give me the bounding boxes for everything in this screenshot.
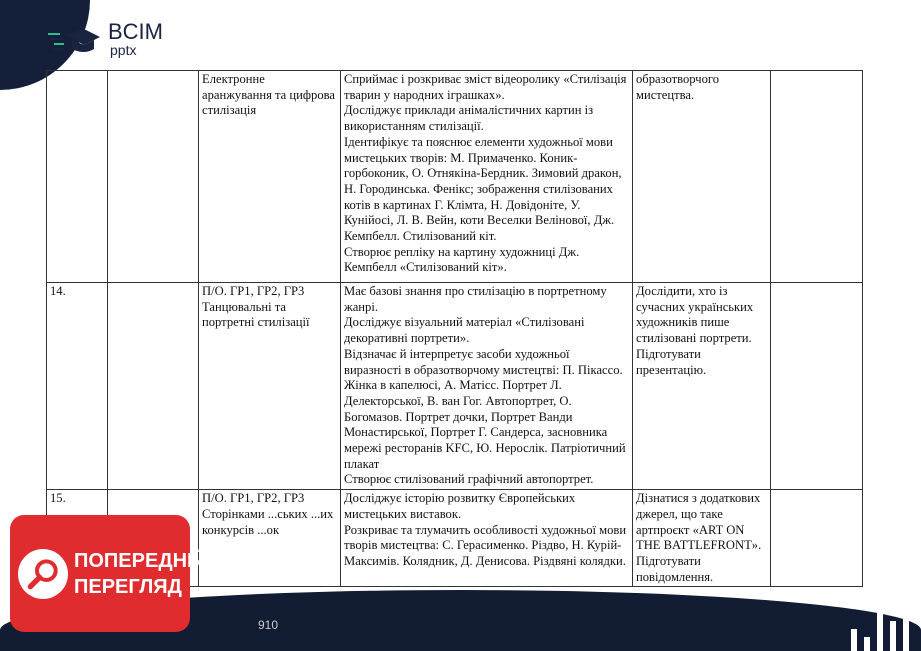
cell-c6 <box>771 71 863 283</box>
logo-name: BCIM <box>108 19 163 44</box>
cell-num: 14. <box>47 283 108 490</box>
cell-task: Дізнатися з додаткових джерел, що таке артпроєкт «ART ON THE BATTLEFRONT». Підготувати повідомлення. <box>633 490 771 587</box>
cell-content: Має базові знання про стилізацію в портретному жанрі. Досліджує візуальний матеріал «Стилізовані декоративні портрети». Відзначає й інтерпретує засоби художньої виразності в образотворчому мистецтві: П. Пікассо. Жінка в капелюсі, А. Матісс. Портрет Л. Делекторської, В. ван Гог. Автопортрет, О. Богомазов. Портрет дочки, Портрет Ванди Монастирської, Портрет Г. Сандерса, засновника мережі ресторанів KFC, Ю. Нерослік. Патріотичний плакат Створює стилізований графічний автопортрет. <box>341 283 633 490</box>
cell-task: образотворчого мистецтва. <box>633 71 771 283</box>
page-number: 910 <box>258 618 279 632</box>
badge-line2: ПЕРЕГЛЯД <box>74 575 182 598</box>
cell-task: Дослідити, хто із сучасних українських художників пише стилізовані портрети. Підготувати презентацію. <box>633 283 771 490</box>
cell-content: Досліджує історію розвитку Європейських мистецьких виставок. Розкриває та тлумачить особливості художньої мови творів мистецтва: С. Герасименко. Різдво, Н. Курій-Максимів. Колядник, Д. Денисова. Різдвяні колядки. <box>341 490 633 587</box>
badge-line1: ПОПЕРЕДНІЙ <box>74 549 207 572</box>
cell-c6 <box>771 283 863 490</box>
search-icon <box>18 549 68 599</box>
cell-num <box>47 71 108 283</box>
cell-topic: П/О. ГР1, ГР2, ГР3 Сторінками ...ських ...их конкурсів ...ок <box>199 490 341 587</box>
table-row <box>47 283 863 490</box>
cell-num: 15. <box>47 490 108 587</box>
cell-content: Сприймає і розкриває зміст відеоролику «Стилізація тварин у народних іграшках». Досліджує приклади анімалістичних картин із використанням стилізації. Ідентифікує та пояснює елементи художньої мови мистецьких творів: М. Примаченко. Коник-горбоконик, О. Отнякіна-Бердник. Зимовий дракон, Н. Городинська. Фенікс; зображення стилізованих котів в картинах Г. Клімта, Н. Довідоніте, У. Кунійосі, Л. В. Вейн, коти Веселки Велінової, Дж. Кемпбелл. Стилізований кіт. Створює репліку на картину художниці Дж. Кемпбелл «Стилізований кіт». <box>341 71 633 283</box>
logo-sub: pptx <box>110 42 137 58</box>
preview-badge <box>10 515 207 632</box>
cell-c2 <box>108 283 199 490</box>
cell-topic: Електронне аранжування та цифрова стилізація <box>199 71 341 283</box>
brand-bars-icon <box>851 593 909 651</box>
cell-c2 <box>108 71 199 283</box>
graduation-cap-icon <box>48 25 102 55</box>
cell-c6 <box>771 490 863 587</box>
table-row <box>47 71 863 283</box>
curriculum-table <box>46 70 863 587</box>
logo <box>48 19 163 58</box>
cell-topic: П/О. ГР1, ГР2, ГР3 Танцювальні та портретні стилізації <box>199 283 341 490</box>
